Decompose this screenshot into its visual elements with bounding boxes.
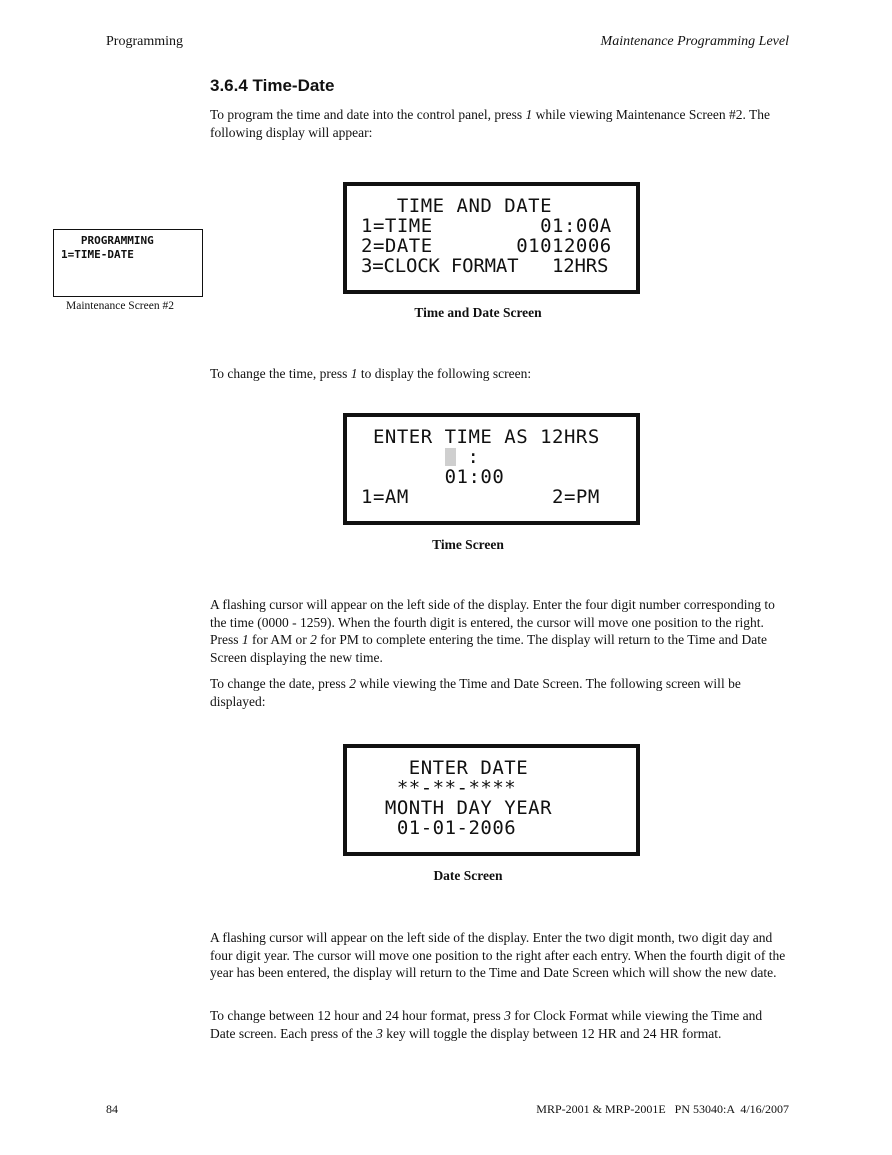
lcd-line: **-**-**** bbox=[361, 777, 517, 799]
time-date-screen-caption: Time and Date Screen bbox=[414, 305, 542, 320]
lcd-line: 1=TIME-DATE bbox=[61, 248, 134, 261]
cursor-time-paragraph: A flashing cursor will appear on the left side of the display. Enter the four digit number corresponding to the time (0000 - 1259). When the fourth digit is entered, the cursor will move one position to the right. Press 1 for AM or 2 for PM to complete entering the time. The display will return to the Time and Date Screen displaying the new time. bbox=[210, 597, 775, 665]
change-time-paragraph: To change the time, press 1 to display the following screen: bbox=[210, 366, 532, 381]
date-screen-caption: Date Screen bbox=[433, 868, 503, 883]
date-screen-lcd bbox=[343, 744, 640, 856]
footer-document-id: MRP-2001 & MRP-2001E PN 53040:A 4/16/2007 bbox=[536, 1102, 789, 1116]
lcd-line: ENTER DATE bbox=[361, 757, 529, 779]
time-screen-caption: Time Screen bbox=[432, 537, 504, 552]
lcd-line: 1=AM 2=PM bbox=[361, 486, 600, 508]
cursor-date-paragraph: A flashing cursor will appear on the left side of the display. Enter the two digit month, two digit day and four digit year. The cursor will move one position to the right after each entry. When the fourth digit of the year has been entered, the display will return to the Time and Date Screen which will show the new date. bbox=[210, 930, 786, 980]
lcd-line: TIME AND DATE bbox=[361, 195, 553, 217]
lcd-line: 3=CLOCK FORMAT 12HRS bbox=[361, 255, 609, 277]
time-date-screen-lcd bbox=[343, 182, 640, 294]
section-title: 3.6.4 Time-Date bbox=[210, 76, 335, 95]
lcd-line: 2=DATE 01012006 bbox=[361, 235, 612, 257]
clock-format-paragraph: To change between 12 hour and 24 hour format, press 3 for Clock Format while viewing the Time and Date screen. Each press of the 3 key will toggle the display between 12 HR and 24 HR format. bbox=[210, 1008, 763, 1041]
lcd-line: ENTER TIME AS 12HRS bbox=[361, 426, 600, 448]
lcd-line: 01:00 bbox=[361, 466, 505, 488]
header-left: Programming bbox=[106, 34, 183, 49]
lcd-line: : bbox=[361, 447, 628, 467]
maintenance-screen-caption: Maintenance Screen #2 bbox=[66, 300, 174, 312]
lcd-line: PROGRAMMING bbox=[61, 234, 154, 247]
maintenance-screen-lcd bbox=[53, 229, 203, 297]
flashing-cursor bbox=[445, 448, 456, 466]
change-date-paragraph: To change the date, press 2 while viewing the Time and Date Screen. The following screen will be displayed: bbox=[210, 676, 741, 709]
header-right: Maintenance Programming Level bbox=[600, 34, 789, 49]
page-number: 84 bbox=[106, 1102, 118, 1116]
lcd-line: 1=TIME 01:00A bbox=[361, 215, 612, 237]
lcd-line: 01-01-2006 bbox=[361, 817, 517, 839]
time-screen-lcd bbox=[343, 413, 640, 525]
intro-paragraph: To program the time and date into the control panel, press 1 while viewing Maintenance Screen #2. The following display will appear: bbox=[210, 107, 771, 140]
lcd-line: MONTH DAY YEAR bbox=[361, 797, 553, 819]
